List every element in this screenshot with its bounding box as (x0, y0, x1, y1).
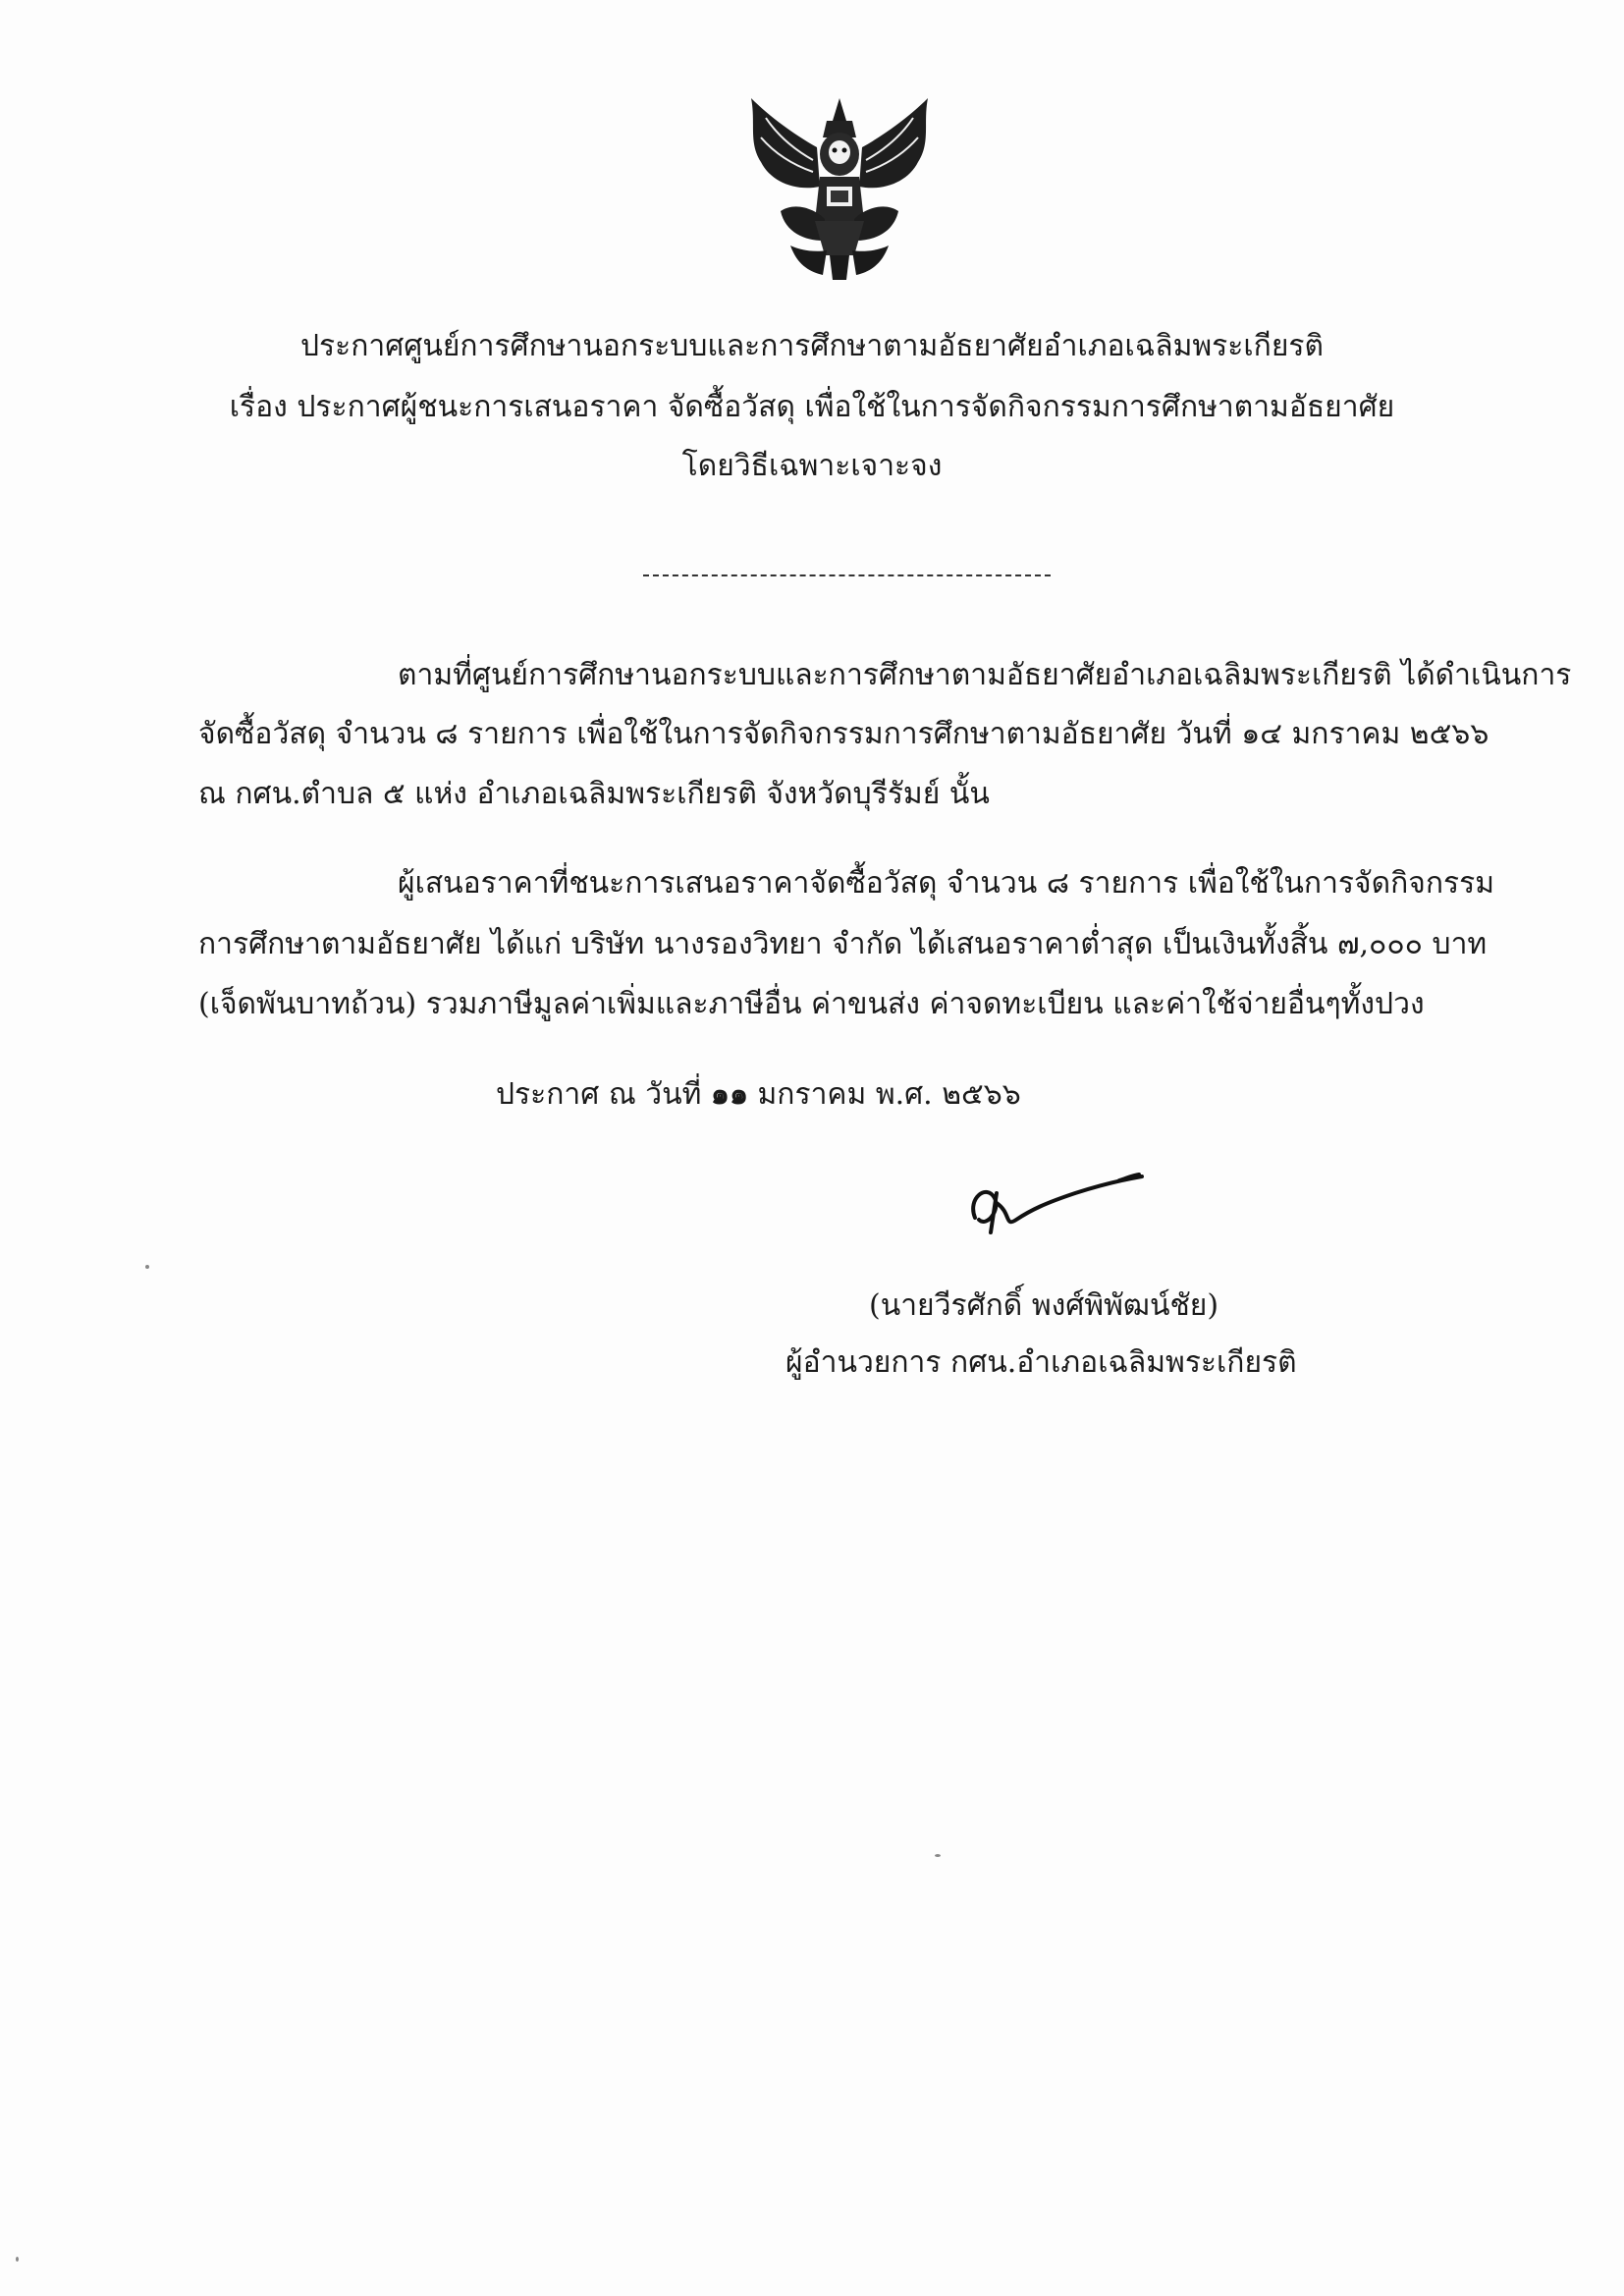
signer-name: (นายวีรศักดิ์ พงศ์พิพัฒน์ชัย) (869, 1288, 1219, 1323)
scan-speck (935, 1854, 941, 1857)
signer-title: ผู้อำนวยการ กศน.อำเภอเฉลิมพระเกียรติ (785, 1345, 1297, 1380)
announcement-date (496, 1075, 1021, 1115)
handwritten-signature (957, 1159, 1154, 1257)
announcement-method: โดยวิธีเฉพาะเจาะจง (681, 449, 943, 483)
scan-speck (16, 2257, 19, 2262)
paragraph-2-line-3: (เจ็ดพันบาทถ้วน) รวมภาษีมูลค่าเพิ่มและภาษีอื่น ค่าขนส่ง ค่าจดทะเบียน และค่าใช้จ่ายอื่นๆทั้งปวง (198, 987, 1425, 1021)
paragraph-1-line-1: ตามที่ศูนย์การศึกษานอกระบบและการศึกษาตามอัธยาศัยอำเภอเฉลิมพระเกียรติ ได้ดำเนินการ (398, 658, 1572, 692)
garuda-emblem-icon (736, 93, 943, 285)
paragraph-1-line-2: จัดซื้อวัสดุ จำนวน ๘ รายการ เพื่อใช้ในการจัดกิจกรรมการศึกษาตามอัธยาศัย วันที่ ๑๔ มกราคม ๒๕๖๖ (198, 717, 1489, 751)
paragraph-2-line-2: การศึกษาตามอัธยาศัย ได้แก่ บริษัท นางรองวิทยา จำกัด ได้เสนอราคาต่ำสุด เป็นเงินทั้งสิ้น ๗,๐๐๐ บาท (198, 927, 1488, 961)
separator-line (643, 574, 1051, 576)
date-suffix: มกราคม พ.ศ. ๒๕๖๖ (748, 1077, 1021, 1112)
paragraph-2-line-1: ผู้เสนอราคาที่ชนะการเสนอราคาจัดซื้อวัสดุ จำนวน ๘ รายการ เพื่อใช้ในการจัดกิจกรรม (398, 866, 1495, 901)
announcement-title: ประกาศศูนย์การศึกษานอกระบบและการศึกษาตามอัธยาศัยอำเภอเฉลิมพระเกียรติ (299, 329, 1325, 363)
date-day: ๑๑ (710, 1077, 748, 1112)
paragraph-1-line-3: ณ กศน.ตำบล ๕ แห่ง อำเภอเฉลิมพระเกียรติ จังหวัดบุรีรัมย์ นั้น (198, 777, 990, 811)
scan-speck (145, 1265, 149, 1269)
date-prefix: ประกาศ ณ วันที่ (496, 1077, 711, 1112)
announcement-subject: เรื่อง ประกาศผู้ชนะการเสนอราคา จัดซื้อวัสดุ เพื่อใช้ในการจัดกิจกรรมการศึกษาตามอัธยาศัย (229, 390, 1395, 424)
